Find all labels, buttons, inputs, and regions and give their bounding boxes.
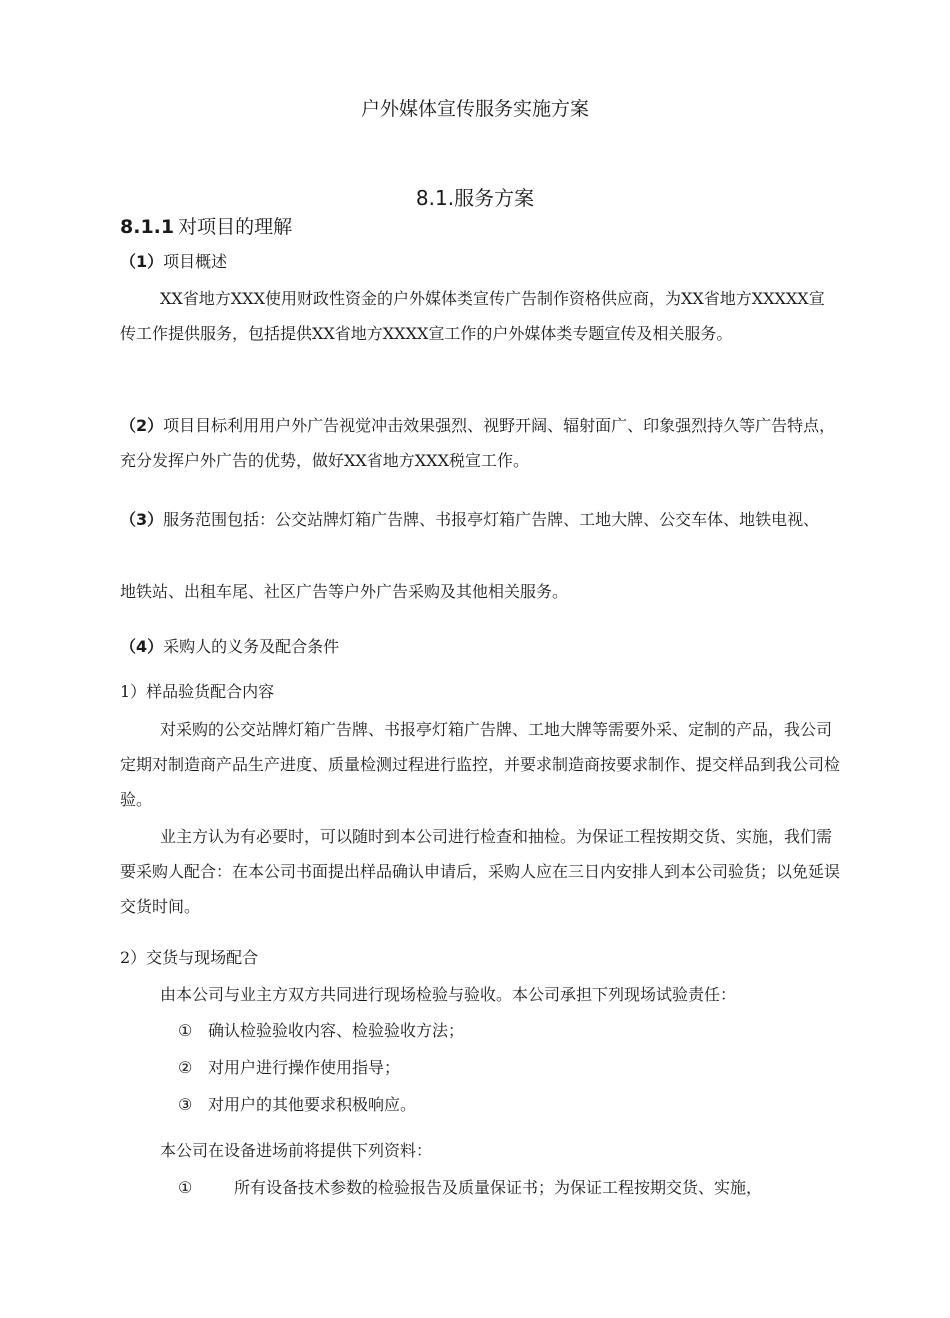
item-2-number: （2）: [120, 416, 164, 435]
list-item: [178, 1050, 400, 1085]
overview-paragraph: XX省地方XXX使用财政性资金的户外媒体类宣传广告制作资格供应商，为XX省地方XXXXX宣传工作提供服务，包括提供XX省地方XXXX宣工作的户外媒体类专题宣传及相关服务。: [120, 289, 825, 343]
list-item-text: 所有设备技术参数的检验报告及质量保证书；为保证工程按期交货、实施，: [234, 1178, 763, 1197]
list-marker: ①: [178, 1178, 193, 1197]
document-title: 户外媒体宣传服务实施方案: [360, 98, 589, 120]
item-1-title: 项目概述: [163, 252, 228, 271]
subsection-title: 对项目的理解: [178, 216, 293, 238]
list-item-text: 确认检验验收内容、检验验收方法；: [208, 1021, 465, 1040]
item-3-text: 服务范围包括：公交站牌灯箱广告牌、书报亭灯箱广告牌、工地大牌、公交车体、地铁电视、: [163, 510, 820, 529]
section-title: 8.1.服务方案: [415, 186, 535, 210]
sub-heading-delivery: 2）交货与现场配合: [120, 948, 259, 967]
list-item-text: 对用户进行操作使用指导；: [208, 1058, 401, 1077]
subsection-heading: [120, 212, 292, 239]
list-item: [178, 1013, 464, 1048]
inspection-paragraph: 业主方认为有必要时，可以随时到本公司进行检查和抽检。为保证工程按期交货、实施，我们需要采购人配合：在本公司书面提出样品确认申请后，采购人应在三日内安排人到本公司验货；以免延误交货时间。: [120, 827, 841, 916]
item-1-heading: [120, 244, 840, 279]
list-item: [178, 1087, 416, 1122]
list-item: [178, 1170, 762, 1205]
item-3-paragraph: [120, 502, 880, 537]
sub-heading-sample-inspection: 1）样品验货配合内容: [120, 682, 275, 701]
item-3-number: （3）: [120, 510, 164, 529]
list-item-text: 对用户的其他要求积极响应。: [208, 1095, 417, 1114]
sample-paragraph: 对采购的公交站牌灯箱广告牌、书报亭灯箱广告牌、工地大牌等需要外采、定制的产品，我公司定期对制造商产品生产进度、质量检测过程进行监控，并要求制造商按要求制作、提交样品到我公司检验。: [120, 720, 841, 809]
list-marker: ③: [178, 1095, 193, 1114]
list-marker: ②: [178, 1058, 193, 1077]
item-4-title: 采购人的义务及配合条件: [163, 637, 340, 656]
item-1-number: （1）: [120, 252, 164, 271]
delivery-paragraph: 由本公司与业主方双方共同进行现场检验与验收。本公司承担下列现场试验责任：: [160, 985, 737, 1004]
item-2-text: 项目目标利用用户外广告视觉冲击效果强烈、视野开阔、辐射面广、印象强烈持久等广告特点，充分发挥户外广告的优势，做好XX省地方XXX税宣工作。: [120, 416, 836, 470]
item-4-number: （4）: [120, 637, 164, 656]
materials-paragraph: 本公司在设备进场前将提供下列资料：: [160, 1141, 433, 1160]
item-4-heading: [120, 629, 840, 664]
item-3-continuation: 地铁站、出租车尾、社区广告等户外广告采购及其他相关服务。: [120, 582, 569, 601]
subsection-number: 8.1.1: [120, 216, 175, 238]
list-marker: ①: [178, 1021, 193, 1040]
item-2-paragraph: [120, 408, 840, 478]
